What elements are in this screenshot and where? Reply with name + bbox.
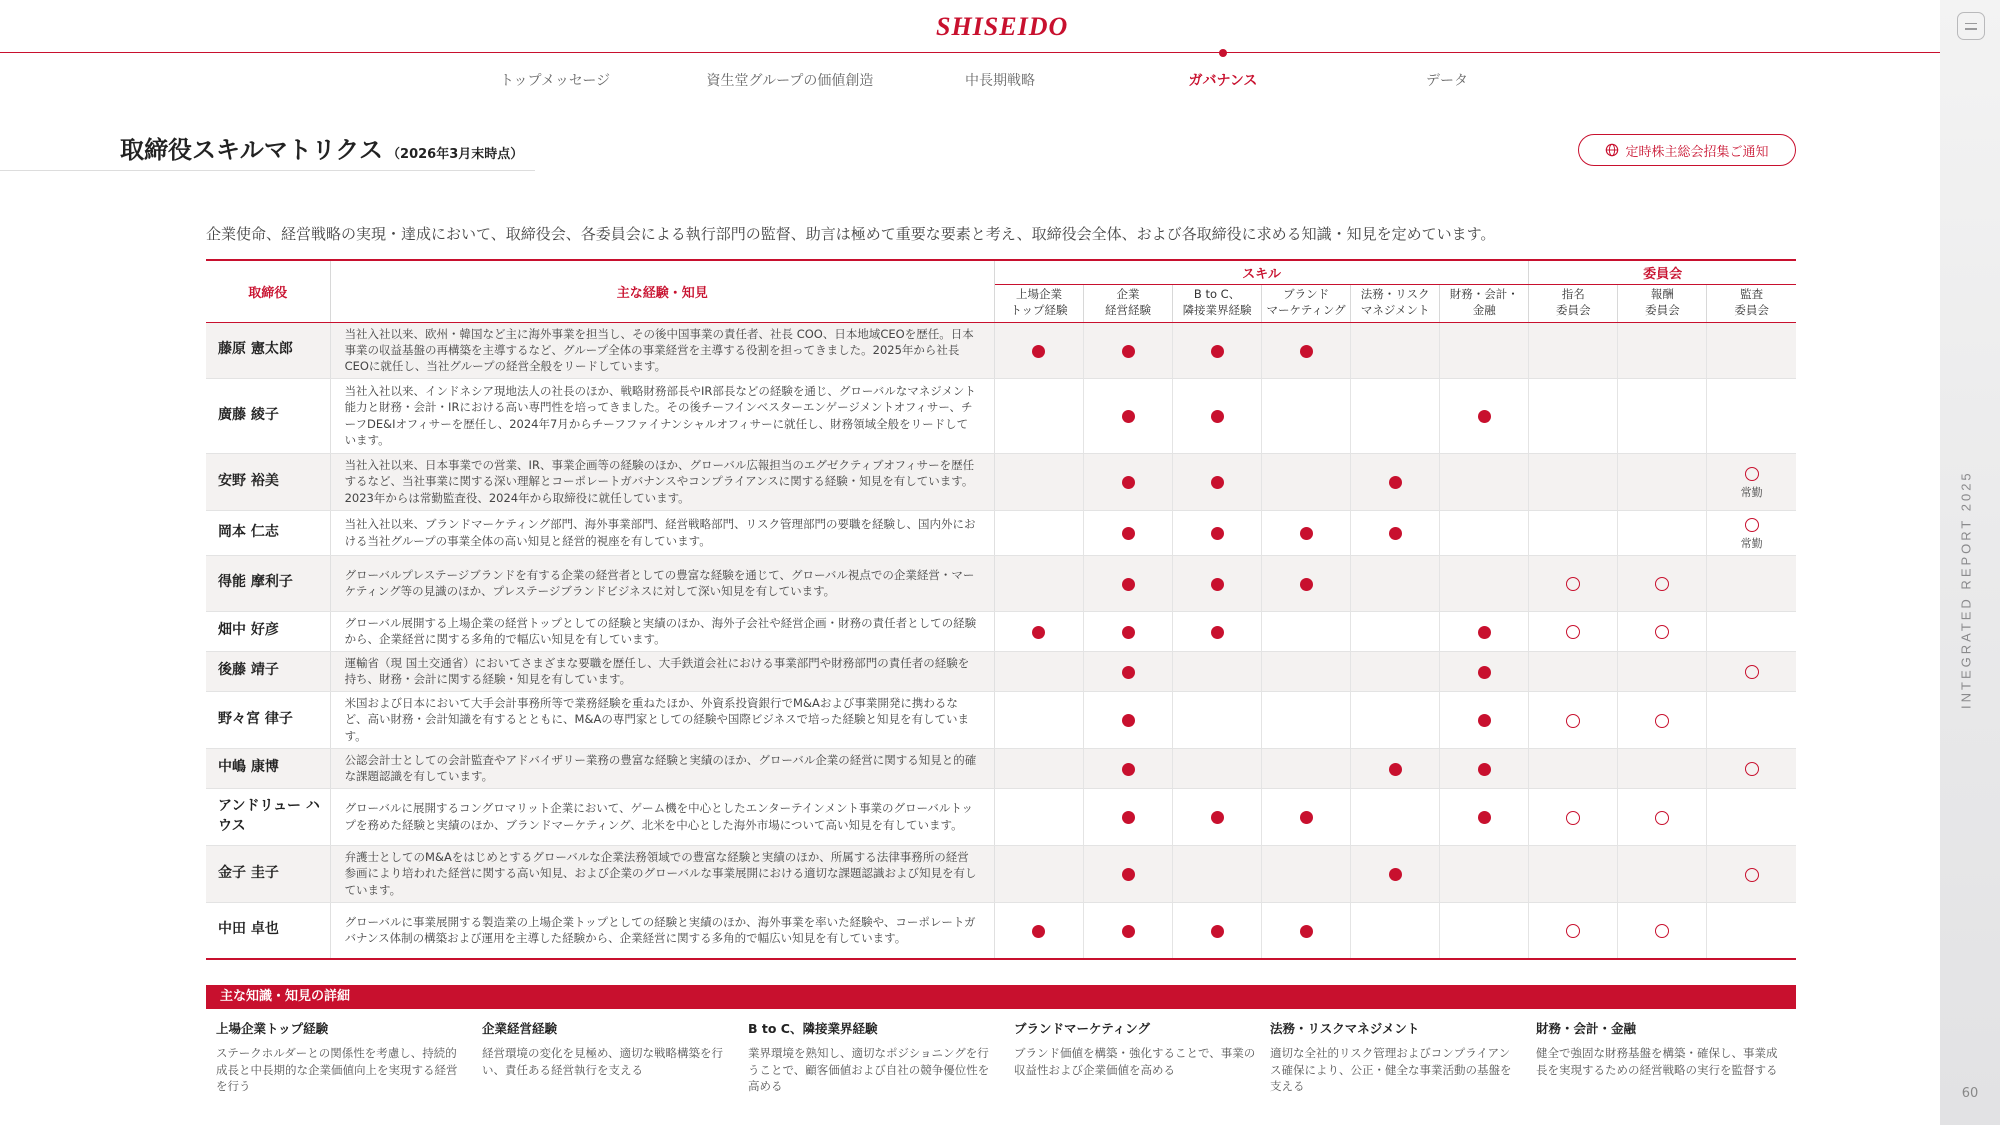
skill-cell (1084, 788, 1173, 845)
director-experience: 公認会計士としての会計監査やアドバイザリー業務の豊富な経験と実績のほか、グローバル企業の経営に関する知見と的確な課題認識を有しています。 (330, 748, 994, 788)
skill-cell (1351, 691, 1440, 748)
skill-cell (994, 651, 1083, 691)
director-row (206, 651, 1796, 691)
skill-cell (994, 902, 1083, 959)
matrix-header (206, 260, 1796, 322)
committee-member-circle-icon (1745, 467, 1759, 481)
skill-filled-dot-icon (1211, 476, 1224, 489)
director-experience: 運輸省（現 国土交通省）においてさまざまな要職を歴任し、大手鉄道会社における事業部門や財務部門の責任者の経験を持ち、財務・会計に関する経験・知見を有しています。 (330, 651, 994, 691)
skill-cell (1084, 651, 1173, 691)
shiseido-logo[interactable]: SHISEIDO (936, 12, 1069, 41)
nav-item-3[interactable]: ガバナンス (1188, 73, 1258, 89)
committee-cell (1529, 902, 1618, 959)
skill-cell (1351, 378, 1440, 453)
skill-column-header-4-line-1: マネジメント (1360, 303, 1430, 317)
skill-cell (1262, 378, 1351, 453)
skill-cell (1084, 902, 1173, 959)
detail-item (216, 1019, 461, 1095)
director-experience: 当社入社以来、日本事業での営業、IR、事業企画等の経験のほか、グローバル広報担当のエグゼクティブオフィサーを歴任するなど、当社事業に関する深い理解とコーポレートガバナンスやコンプライアンスに関する経験・知見を有しています。2023年からは常勤監査役、2024年から取締役に就任しています。 (330, 453, 994, 510)
committee-cell (1707, 691, 1796, 748)
committee-cell (1529, 748, 1618, 788)
director-row (206, 788, 1796, 845)
skill-cell (994, 845, 1083, 902)
details-section-bar: 主な知識・知見の詳細 (206, 985, 1796, 1009)
director-name: 安野 裕美 (206, 453, 330, 510)
director-name: 中田 卓也 (206, 902, 330, 959)
skill-cell (1262, 651, 1351, 691)
director-row (206, 555, 1796, 611)
shareholders-meeting-notice-button[interactable] (1578, 134, 1796, 166)
committee-cell (1529, 845, 1618, 902)
skill-cell (1440, 378, 1529, 453)
nav-item-4[interactable]: データ (1426, 73, 1468, 89)
detail-item (1536, 1019, 1781, 1078)
skill-cell (1262, 510, 1351, 555)
committee-cell (1618, 453, 1707, 510)
skill-cell (1440, 510, 1529, 555)
detail-text: 業界環境を熟知し、適切なポジショニングを行うことで、顧客価値および自社の競争優位性を高める (748, 1046, 990, 1094)
director-experience: 当社入社以来、欧州・韓国など主に海外事業を担当し、その後中国事業の責任者、社長 COO、日本地域CEOを歴任。日本事業の収益基盤の再構築を主導するなど、グループ全体の事業経営を主導する役割を担ってきました。2025年から社長 CEOに就任し、当社グループの経営全般をリードしています。 (330, 322, 994, 378)
skill-cell (1173, 555, 1262, 611)
director-name: アンドリュー ハウス (206, 788, 330, 845)
skill-column-header-2-line-1: 隣接業界経験 (1182, 303, 1252, 317)
skill-cell (1351, 845, 1440, 902)
skill-filled-dot-icon (1122, 811, 1135, 824)
skill-cell (1173, 322, 1262, 378)
skill-column-header-2-line-0: B to C、 (1193, 287, 1241, 302)
skill-filled-dot-icon (1122, 578, 1135, 591)
committee-member-circle-icon (1566, 924, 1580, 938)
committee-cell (1707, 902, 1796, 959)
detail-text: 経営環境の変化を見極め、適切な戦略構築を行い、責任ある経営執行を支える (482, 1046, 724, 1077)
director-row (206, 691, 1796, 748)
skill-cell (1084, 691, 1173, 748)
director-name: 野々宮 律子 (206, 691, 330, 748)
director-name: 藤原 憲太郎 (206, 322, 330, 378)
skill-filled-dot-icon (1122, 666, 1135, 679)
skill-filled-dot-icon (1211, 925, 1224, 938)
committee-cell (1618, 611, 1707, 651)
audit-fulltime-note: 常勤 (1740, 485, 1763, 499)
skill-cell (1173, 902, 1262, 959)
committee-column-header-1-line-1: 委員会 (1645, 303, 1680, 317)
skill-cell (994, 555, 1083, 611)
skill-cell (1084, 378, 1173, 453)
detail-heading: B to C、隣接業界経験 (748, 1021, 878, 1036)
detail-heading: ブランドマーケティング (1014, 1021, 1151, 1036)
page-title-text: 取締役スキルマトリクス (120, 136, 384, 164)
director-name: 金子 圭子 (206, 845, 330, 902)
skill-column-header-0-line-1: トップ経験 (1010, 303, 1068, 317)
director-name: 中嶋 康博 (206, 748, 330, 788)
skill-cell (1084, 611, 1173, 651)
detail-text: ブランド価値を構築・強化することで、事業の収益性および企業価値を高める (1014, 1046, 1256, 1077)
skill-column-header-4-line-0: 法務・リスク (1360, 287, 1430, 302)
skill-column-header-3-line-1: マーケティング (1266, 303, 1346, 317)
skill-cell (1440, 902, 1529, 959)
skill-cell (994, 510, 1083, 555)
skill-cell (1351, 453, 1440, 510)
skill-cell (1173, 788, 1262, 845)
skill-cell (1440, 611, 1529, 651)
committee-column-header-2-line-1: 委員会 (1734, 303, 1769, 317)
skill-filled-dot-icon (1478, 410, 1491, 423)
skill-filled-dot-icon (1032, 626, 1045, 639)
skill-column-header-1 (1084, 284, 1173, 322)
director-experience: グローバルに事業展開する製造業の上場企業トップとしての経験と実績のほか、海外事業を率いた経験や、コーポレートガバナンス体制の構築および運用を主導した経験から、企業経営に関する多角的で幅広い知見を有しています。 (330, 902, 994, 959)
skill-cell (1440, 322, 1529, 378)
main-navigation (0, 70, 1940, 90)
committee-cell (1529, 611, 1618, 651)
skill-column-header-5 (1440, 284, 1529, 322)
committee-member-circle-icon (1745, 665, 1759, 679)
detail-heading: 企業経営経験 (482, 1021, 558, 1036)
details-section (216, 1019, 1796, 1094)
skill-cell (1351, 322, 1440, 378)
committees-group-header: 委員会 (1529, 260, 1796, 284)
globe-icon (1605, 143, 1619, 157)
director-experience: 当社入社以来、ブランドマーケティング部門、海外事業部門、経営戦略部門、リスク管理部門の要職を経験し、国内外における当社グループの事業全体の高い知見と経営的視座を有しています。 (330, 510, 994, 555)
skill-cell (994, 788, 1083, 845)
director-row (206, 453, 1796, 510)
committee-cell (1529, 378, 1618, 453)
detail-text: ステークホルダーとの関係性を考慮し、持続的成長と中長期的な企業価値向上を実現する経営を行う (216, 1046, 458, 1094)
detail-text: 健全で強固な財務基盤を構築・確保し、事業成長を実現するための経営戦略の実行を監督する (1536, 1046, 1778, 1077)
director-row (206, 378, 1796, 453)
skill-column-header-0-line-0: 上場企業 (1015, 287, 1062, 302)
committee-member-circle-icon (1745, 868, 1759, 882)
skill-filled-dot-icon (1478, 666, 1491, 679)
committee-column-header-0-line-0: 指名 (1561, 287, 1585, 302)
skill-cell (1084, 845, 1173, 902)
skill-cell (1351, 555, 1440, 611)
title-underline (0, 170, 535, 171)
committee-cell (1707, 378, 1796, 453)
nav-item-2[interactable]: 中長期戦略 (965, 73, 1035, 89)
detail-item (482, 1019, 727, 1078)
skill-cell (1262, 691, 1351, 748)
detail-item (1014, 1019, 1259, 1078)
committee-cell (1707, 845, 1796, 902)
committee-cell (1529, 788, 1618, 845)
skill-cell (1262, 748, 1351, 788)
skill-cell (1440, 788, 1529, 845)
director-name: 岡本 仁志 (206, 510, 330, 555)
committee-member-circle-icon (1655, 625, 1669, 639)
nav-item-1[interactable]: 資生堂グループの価値創造 (706, 73, 874, 89)
committee-cell (1529, 510, 1618, 555)
director-row (206, 322, 1796, 378)
skill-filled-dot-icon (1211, 410, 1224, 423)
committee-cell (1618, 748, 1707, 788)
committee-cell (1618, 788, 1707, 845)
skill-cell (1440, 691, 1529, 748)
committee-cell (1618, 555, 1707, 611)
committee-member-circle-icon (1566, 811, 1580, 825)
skill-filled-dot-icon (1122, 626, 1135, 639)
report-side-title: INTEGRATED REPORT 2025 (1958, 470, 1974, 710)
skill-filled-dot-icon (1211, 527, 1224, 540)
director-column-header: 取締役 (206, 260, 330, 322)
committee-column-header-0 (1529, 284, 1618, 322)
skill-cell (1351, 611, 1440, 651)
skill-filled-dot-icon (1389, 868, 1402, 881)
committee-cell (1707, 453, 1796, 510)
skill-filled-dot-icon (1032, 345, 1045, 358)
director-name: 得能 摩利子 (206, 555, 330, 611)
skill-filled-dot-icon (1478, 811, 1491, 824)
skill-cell (1084, 555, 1173, 611)
skill-cell (1351, 748, 1440, 788)
skill-filled-dot-icon (1478, 714, 1491, 727)
committee-cell (1529, 691, 1618, 748)
committee-cell (1618, 651, 1707, 691)
director-name: 後藤 靖子 (206, 651, 330, 691)
skill-cell (1440, 748, 1529, 788)
experience-column-header: 主な経験・知見 (330, 260, 994, 322)
committee-column-header-1 (1618, 284, 1707, 322)
skill-matrix-table (206, 259, 1796, 960)
committee-cell (1618, 510, 1707, 555)
skill-cell (1351, 902, 1440, 959)
skill-cell (994, 691, 1083, 748)
committee-cell (1707, 651, 1796, 691)
skill-column-header-4 (1351, 284, 1440, 322)
committee-column-header-1-line-0: 報酬 (1650, 287, 1674, 302)
committee-cell (1618, 322, 1707, 378)
skill-filled-dot-icon (1211, 811, 1224, 824)
skill-cell (1440, 555, 1529, 611)
skill-cell (1173, 611, 1262, 651)
skill-filled-dot-icon (1122, 925, 1135, 938)
skill-filled-dot-icon (1122, 527, 1135, 540)
skill-cell (994, 322, 1083, 378)
skill-cell (1262, 555, 1351, 611)
skill-cell (1351, 510, 1440, 555)
skill-filled-dot-icon (1122, 345, 1135, 358)
director-experience: 弁護士としてのM&Aをはじめとするグローバルな企業法務領域での豊富な経験と実績のほか、所属する法律事務所の経営参画により培われた経営に関する高い知見、および企業のグローバルな事業展開における適切な課題認識および知見を有しています。 (330, 845, 994, 902)
committee-cell (1618, 378, 1707, 453)
committee-cell (1529, 555, 1618, 611)
skill-filled-dot-icon (1300, 811, 1313, 824)
director-experience: グローバルに展開するコングロマリット企業において、ゲーム機を中心としたエンターテインメント事業のグローバルトップを務めた経験と実績のほか、ブランドマーケティング、北米を中心とした海外市場について高い知見を有しています。 (330, 788, 994, 845)
director-experience: 当社入社以来、インドネシア現地法人の社長のほか、戦略財務部長やIR部長などの経験を通じ、グローバルなマネジメント能力と財務・会計・IRにおける高い専門性を培ってきました。その後チーフインベスターエンゲージメントオフィサー、チーフDE&Iオフィサーを歴任し、2024年7月からチーフファイナンシャルオフィサーに就任し、財務領域全般をリードしています。 (330, 378, 994, 453)
skill-cell (994, 748, 1083, 788)
committee-cell (1707, 322, 1796, 378)
skill-cell (1262, 788, 1351, 845)
skill-cell (1262, 453, 1351, 510)
skill-cell (1440, 453, 1529, 510)
director-row (206, 611, 1796, 651)
skill-cell (1084, 510, 1173, 555)
skill-cell (1262, 322, 1351, 378)
committee-member-circle-icon (1566, 625, 1580, 639)
skill-cell (1262, 611, 1351, 651)
committee-column-header-0-line-1: 委員会 (1556, 303, 1591, 317)
skill-cell (1440, 845, 1529, 902)
skill-cell (1351, 651, 1440, 691)
page-title-date: （2026年3月末時点） (387, 147, 524, 162)
skill-filled-dot-icon (1211, 626, 1224, 639)
skill-filled-dot-icon (1122, 763, 1135, 776)
director-row (206, 510, 1796, 555)
committee-cell (1618, 845, 1707, 902)
committee-member-circle-icon (1745, 762, 1759, 776)
active-nav-indicator (1219, 49, 1227, 57)
committee-cell (1707, 611, 1796, 651)
committee-column-header-2-line-0: 監査 (1740, 287, 1764, 302)
skill-cell (1084, 748, 1173, 788)
skill-filled-dot-icon (1300, 578, 1313, 591)
skill-cell (1084, 322, 1173, 378)
skill-column-header-3 (1262, 284, 1351, 322)
detail-text: 適切な全社的リスク管理およびコンプライアンス確保により、公正・健全な事業活動の基盤を支える (1270, 1046, 1512, 1094)
committee-cell (1618, 902, 1707, 959)
skill-filled-dot-icon (1389, 763, 1402, 776)
detail-heading: 法務・リスクマネジメント (1270, 1021, 1420, 1036)
skill-cell (1262, 902, 1351, 959)
detail-heading: 財務・会計・金融 (1536, 1021, 1637, 1036)
director-row (206, 845, 1796, 902)
committee-member-circle-icon (1566, 577, 1580, 591)
skill-filled-dot-icon (1032, 925, 1045, 938)
menu-icon (1965, 23, 1977, 25)
skill-cell (1351, 788, 1440, 845)
nav-item-0[interactable]: トップメッセージ (499, 73, 611, 89)
skill-cell (1173, 691, 1262, 748)
skill-cell (1173, 453, 1262, 510)
committee-cell (1707, 555, 1796, 611)
director-experience: 米国および日本において大手会計事務所等で業務経験を重ねたほか、外資系投資銀行でM&Aおよび事業開発に携わるなど、高い財務・会計知識を有するとともに、M&Aの専門家としての経験や国際ビジネスで培った経験と知見を有しています。 (330, 691, 994, 748)
skill-column-header-0 (994, 284, 1083, 322)
skill-filled-dot-icon (1211, 578, 1224, 591)
header-divider (0, 52, 1940, 53)
committee-cell (1707, 748, 1796, 788)
matrix-body (206, 322, 1796, 959)
skill-cell (1173, 378, 1262, 453)
skill-filled-dot-icon (1122, 868, 1135, 881)
skill-cell (994, 453, 1083, 510)
skill-filled-dot-icon (1122, 410, 1135, 423)
committee-member-circle-icon (1566, 714, 1580, 728)
committee-cell (1529, 651, 1618, 691)
director-experience: グローバルプレステージブランドを有する企業の経営者としての豊富な経験を通じて、グローバル視点での企業経営・マーケティング等の見識のほか、プレステージブランドビジネスに対して深い知見を有しています。 (330, 555, 994, 611)
menu-button[interactable] (1957, 12, 1985, 40)
committee-cell (1529, 322, 1618, 378)
skill-filled-dot-icon (1300, 345, 1313, 358)
detail-item (1270, 1019, 1515, 1095)
skill-cell (1173, 651, 1262, 691)
skill-column-header-1-line-1: 経営経験 (1105, 303, 1152, 317)
skill-filled-dot-icon (1300, 527, 1313, 540)
skill-cell (1440, 651, 1529, 691)
skill-filled-dot-icon (1389, 476, 1402, 489)
menu-icon-line (1965, 28, 1977, 30)
skill-cell (994, 611, 1083, 651)
page-title (120, 130, 523, 165)
committee-member-circle-icon (1655, 714, 1669, 728)
committee-cell (1618, 691, 1707, 748)
committee-member-circle-icon (1655, 811, 1669, 825)
audit-fulltime-note: 常勤 (1740, 536, 1763, 550)
skill-column-header-3-line-0: ブランド (1283, 287, 1330, 302)
skill-cell (1262, 845, 1351, 902)
director-experience: グローバル展開する上場企業の経営トップとしての経験と実績のほか、海外子会社や経営企画・財務の責任者としての経験から、企業経営に関する多角的で幅広い知見を有しています。 (330, 611, 994, 651)
skill-filled-dot-icon (1122, 714, 1135, 727)
committee-cell (1529, 453, 1618, 510)
skill-column-header-2 (1173, 284, 1262, 322)
committee-member-circle-icon (1745, 518, 1759, 532)
committee-cell (1707, 788, 1796, 845)
skill-column-header-1-line-0: 企業 (1116, 287, 1140, 302)
skill-filled-dot-icon (1478, 626, 1491, 639)
committee-cell (1707, 510, 1796, 555)
director-name: 畑中 好彦 (206, 611, 330, 651)
committee-member-circle-icon (1655, 924, 1669, 938)
skill-filled-dot-icon (1211, 345, 1224, 358)
skill-cell (1173, 510, 1262, 555)
committee-member-circle-icon (1655, 577, 1669, 591)
skill-column-header-5-line-0: 財務・会計・ (1449, 287, 1519, 302)
skill-filled-dot-icon (1389, 527, 1402, 540)
skill-cell (1173, 748, 1262, 788)
director-name: 廣藤 綾子 (206, 378, 330, 453)
notice-button-label: 定時株主総会招集ご通知 (1625, 144, 1769, 160)
committee-column-header-2 (1707, 284, 1796, 322)
skill-column-header-5-line-1: 金融 (1472, 303, 1496, 317)
skills-group-header: スキル (994, 260, 1528, 284)
intro-text: 企業使命、経営戦略の実現・達成において、取締役会、各委員会による執行部門の監督、助言は極めて重要な要素と考え、取締役会全体、および各取締役に求める知識・知見を定めています。 (206, 225, 1496, 243)
detail-item (748, 1019, 993, 1095)
skill-filled-dot-icon (1300, 925, 1313, 938)
skill-filled-dot-icon (1478, 763, 1491, 776)
skill-filled-dot-icon (1122, 476, 1135, 489)
director-row (206, 902, 1796, 959)
skill-cell (994, 378, 1083, 453)
director-row (206, 748, 1796, 788)
skill-cell (1173, 845, 1262, 902)
page-number: 60 (1961, 1086, 1979, 1101)
detail-heading: 上場企業トップ経験 (216, 1021, 329, 1036)
skill-cell (1084, 453, 1173, 510)
